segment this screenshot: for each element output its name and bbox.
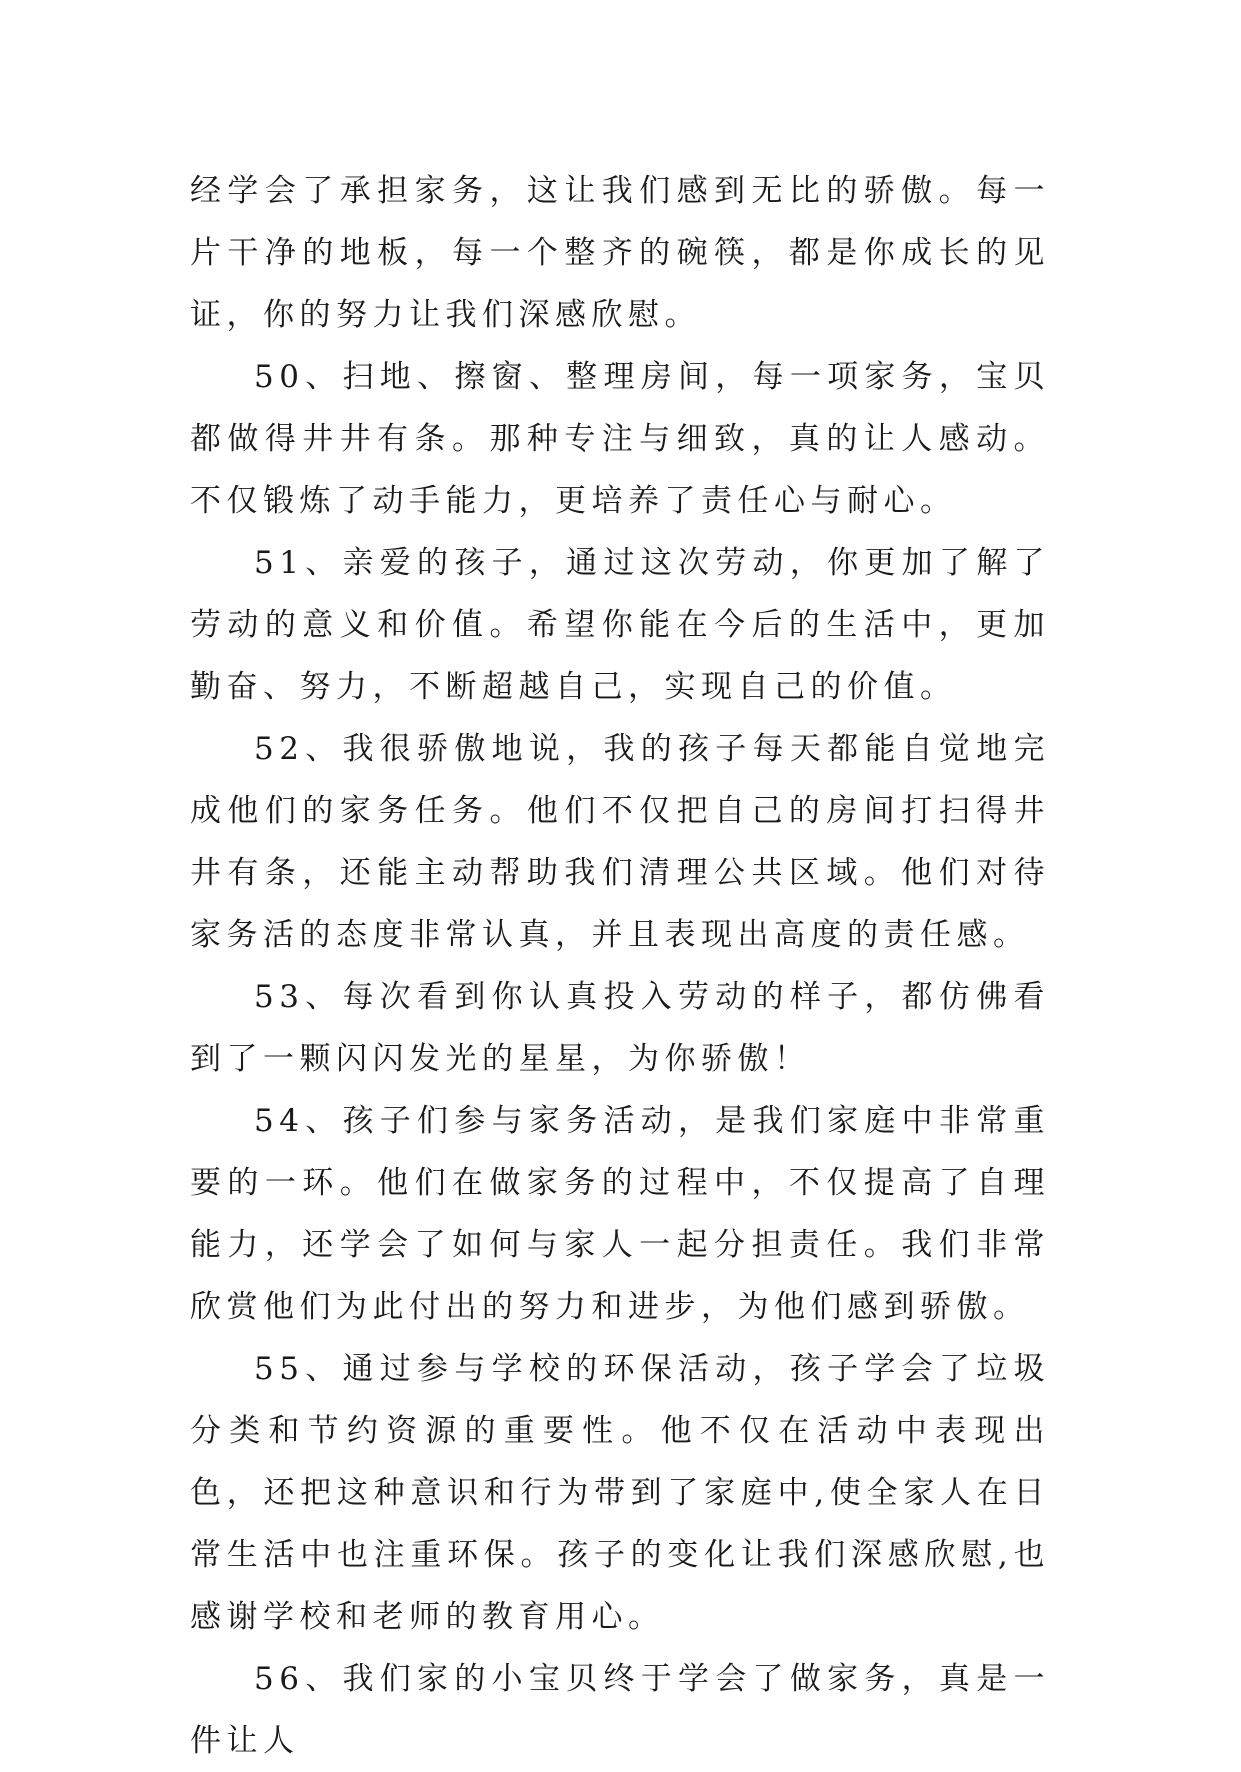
paragraph-55: 55、通过参与学校的环保活动，孩子学会了垃圾分类和节约资源的重要性。他不仅在活动中表现出色，还把这种意识和行为带到了家庭中,使全家人在日常生活中也注重环保。孩子的变化让我们深感欣慰,也感谢学校和老师的教育用心。 <box>190 1351 1050 1635</box>
paragraph-54: 54、孩子们参与家务活动，是我们家庭中非常重要的一环。他们在做家务的过程中，不仅提高了自理能力，还学会了如何与家人一起分担责任。我们非常欣赏他们为此付出的努力和进步，为他们感到骄傲。 <box>190 1103 1050 1325</box>
paragraph-continuation: 经学会了承担家务，这让我们感到无比的骄傲。每一片干净的地板，每一个整齐的碗筷，都是你成长的见证，你的努力让我们深感欣慰。 <box>190 173 1050 333</box>
document-body <box>190 160 1050 1772</box>
paragraph-56: 56、我们家的小宝贝终于学会了做家务，真是一件让人 <box>190 1661 1050 1759</box>
paragraph-52: 52、我很骄傲地说，我的孩子每天都能自觉地完成他们的家务任务。他们不仅把自己的房间打扫得井井有条，还能主动帮助我们清理公共区域。他们对待家务活的态度非常认真，并且表现出高度的责任感。 <box>190 731 1050 953</box>
paragraph-51: 51、亲爱的孩子，通过这次劳动，你更加了解了劳动的意义和价值。希望你能在今后的生活中，更加勤奋、努力，不断超越自己，实现自己的价值。 <box>190 545 1050 705</box>
paragraph-50: 50、扫地、擦窗、整理房间，每一项家务，宝贝都做得井井有条。那种专注与细致，真的让人感动。不仅锻炼了动手能力，更培养了责任心与耐心。 <box>190 359 1050 519</box>
paragraph-53: 53、每次看到你认真投入劳动的样子，都仿佛看到了一颗闪闪发光的星星，为你骄傲！ <box>190 979 1050 1077</box>
